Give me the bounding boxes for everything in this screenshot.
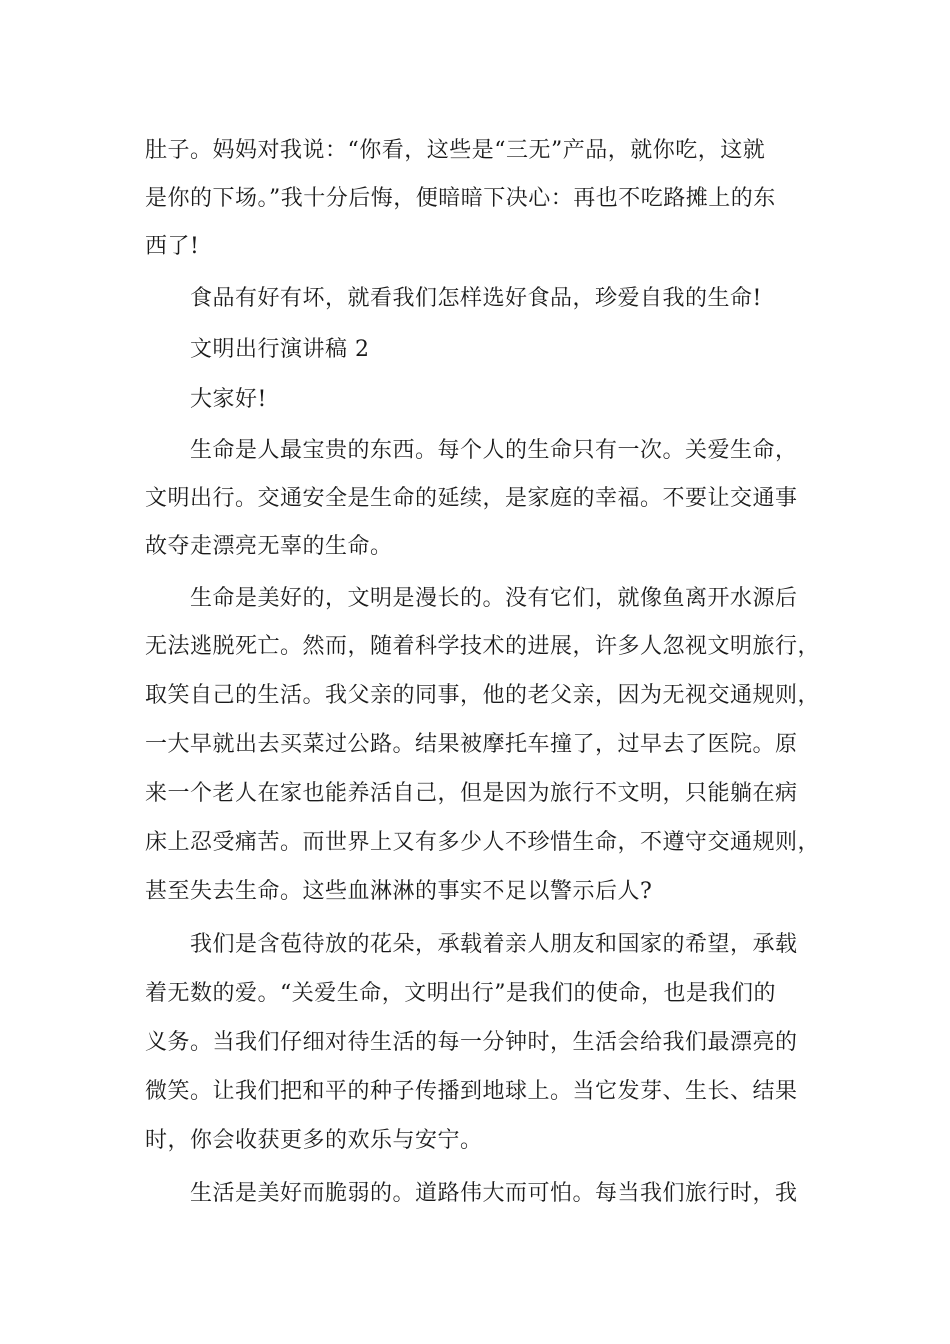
greeting: 大家好! — [190, 387, 267, 412]
text-line: 时，你会收获更多的欢乐与安宁。 — [145, 1128, 483, 1153]
text-line: 床上忍受痛苦。而世界上又有多少人不珍惜生命，不遵守交通规则， — [145, 830, 821, 855]
paragraph-line: 食品有好有坏，就看我们怎样选好食品，珍爱自我的生命! — [190, 286, 762, 311]
text-line: 故夺走漂亮无辜的生命。 — [145, 534, 393, 559]
paragraph-line: 我们是含苞待放的花朵，承载着亲人朋友和国家的希望，承载 — [190, 932, 798, 957]
text-line: 微笑。让我们把和平的种子传播到地球上。当它发芽、生长、结果 — [145, 1079, 798, 1104]
text-line: 是你的下场。”我十分后悔，便暗暗下决心：再也不吃路摊上的东 — [145, 186, 776, 211]
text-line: 一大早就出去买菜过公路。结果被摩托车撞了，过早去了医院。原 — [145, 732, 798, 757]
text-line: 肚子。妈妈对我说：“你看，这些是“三无”产品，就你吃，这就 — [145, 138, 766, 163]
text-line: 着无数的爱。“关爱生命，文明出行”是我们的使命，也是我们的 — [145, 981, 776, 1006]
text-line: 甚至失去生命。这些血淋淋的事实不足以警示后人? — [145, 879, 653, 904]
text-line: 无法逃脱死亡。然而，随着科学技术的进展，许多人忽视文明旅行， — [145, 634, 821, 659]
text-line: 取笑自己的生活。我父亲的同事，他的老父亲，因为无视交通规则， — [145, 683, 821, 708]
section-title: 文明出行演讲稿 2 — [190, 337, 370, 362]
paragraph-line: 生命是人最宝贵的东西。每个人的生命只有一次。关爱生命， — [190, 438, 798, 463]
text-line: 文明出行。交通安全是生命的延续，是家庭的幸福。不要让交通事 — [145, 486, 798, 511]
text-line: 西了! — [145, 234, 200, 259]
paragraph-line: 生活是美好而脆弱的。道路伟大而可怕。每当我们旅行时，我 — [190, 1181, 798, 1206]
text-line: 来一个老人在家也能养活自己，但是因为旅行不文明，只能躺在病 — [145, 781, 798, 806]
text-line: 义务。当我们仔细对待生活的每一分钟时，生活会给我们最漂亮的 — [145, 1030, 798, 1055]
paragraph-line: 生命是美好的，文明是漫长的。没有它们，就像鱼离开水源后 — [190, 586, 798, 611]
